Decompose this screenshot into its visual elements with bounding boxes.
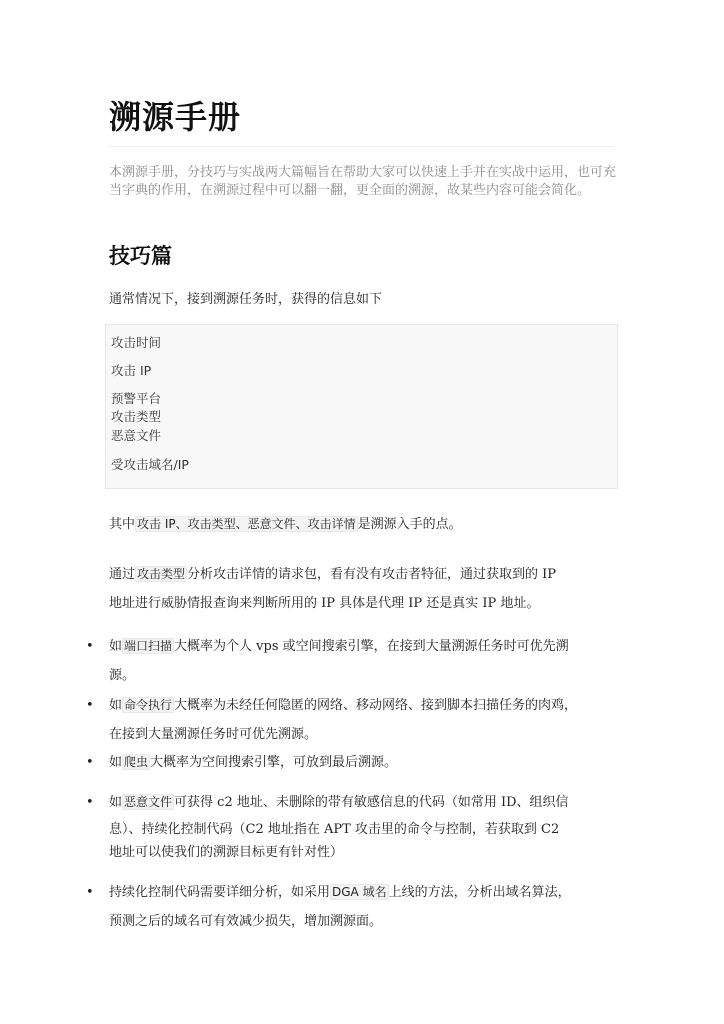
inline-code: 命令执行 [124, 698, 173, 712]
analysis-paragraph [109, 560, 619, 618]
inline-code: 攻击类型 [137, 567, 186, 581]
list-item: 如 端口扫描 大概率为个人 vps 或空间搜索引擎，在接到大量溯源任务时可优先溯 源。 [109, 639, 569, 683]
inline-code: DGA 域名 [332, 885, 387, 899]
code-block [105, 324, 618, 489]
bullet-dot: • [86, 698, 94, 713]
lead-paragraph: 通常情况下，接到溯源任务时，获得的信息如下 [109, 292, 383, 307]
key-points-paragraph: 其中 攻击 IP、攻击类型、恶意文件、攻击详情 是溯源入手的点。 [109, 517, 462, 532]
list-item: 持续化控制代码需要详细分析，如采用 DGA 域名 上线的方法，分析出域名算法， 预测之后的域名可有效减少损失，增加溯源面。 [109, 885, 571, 929]
list-item: 如 爬虫 大概率为空间搜索引擎，可放到最后溯源。 [109, 755, 398, 770]
analysis-line: 地址进行威胁情报查询来判断所用的 IP 具体是代理 IP 还是真实 IP 地址。 [109, 596, 540, 611]
bullet-dot: • [86, 795, 94, 810]
code-line: 攻击类型 [111, 409, 162, 424]
inline-code: 端口扫描 [124, 639, 173, 653]
section-heading: 技巧篇 [109, 244, 172, 268]
page-title: 溯源手册 [109, 98, 242, 136]
code-line: 恶意文件 [111, 428, 162, 443]
bullet-dot: • [86, 885, 94, 900]
code-line: 攻击时间 [111, 335, 162, 350]
list-item: 如 恶意文件 可获得 c2 地址、未删除的带有敏感信息的代码（如常用 ID、组织信 息）、持续化控制代码（C2 地址指在 APT 攻击里的命令与控制，若获取到 C2 地址可以使我们的溯源目标更有针对性） [109, 795, 569, 860]
code-line: 受攻击域名/IP [111, 457, 189, 472]
inline-code: 攻击 IP、攻击类型、恶意文件、攻击详情 [137, 517, 356, 531]
title-divider [109, 146, 614, 147]
intro-paragraph: 本溯源手册，分技巧与实战两大篇幅旨在帮助大家可以快速上手并在实战中运用，也可充当字典的作用，在溯源过程中可以翻一翻，更全面的溯源，故某些内容可能会简化。 [109, 165, 617, 198]
list-item: 如 命令执行 大概率为未经任何隐匿的网络、移动网络、接到脚本扫描任务的肉鸡， 在接到大量溯源任务时可优先溯源。 [109, 698, 578, 742]
code-line: 攻击 IP [111, 363, 152, 378]
inline-code: 爬虫 [124, 755, 149, 769]
code-line: 预警平台 [111, 391, 162, 406]
inline-code: 恶意文件 [124, 795, 173, 809]
bullet-dot: • [86, 755, 94, 770]
analysis-line: 通过 攻击类型 分析攻击详情的请求包，看有没有攻击者特征，通过获取到的 IP [109, 567, 557, 582]
bullet-dot: • [86, 639, 94, 654]
